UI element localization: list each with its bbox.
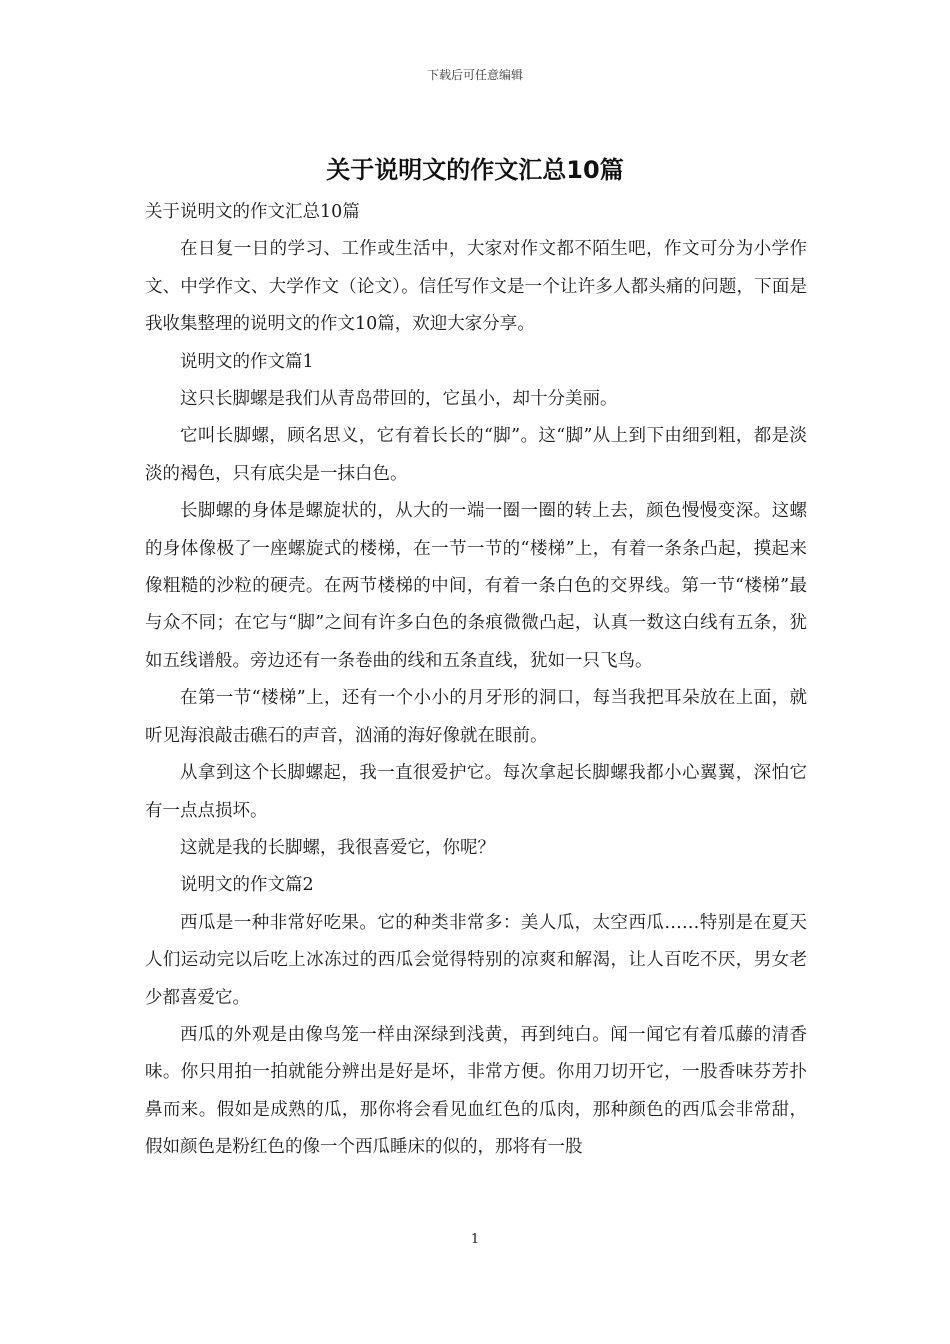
- header-note: 下载后可任意编辑: [426, 68, 523, 82]
- paragraph: 从拿到这个长脚螺起，我一直很爱护它。每次拿起长脚螺我都小心翼翼，深怕它有一点点损坏。: [145, 763, 807, 821]
- paragraph: 它叫长脚螺，顾名思义，它有着长长的“脚”。这“脚”从上到下由细到粗，都是淡淡的褐色，只有底尖是一抹白色。: [145, 426, 807, 484]
- paragraph: 这只长脚螺是我们从青岛带回的，它虽小，却十分美丽。: [180, 389, 618, 410]
- paragraph: 这就是我的长脚螺，我很喜爱它，你呢？: [180, 837, 495, 858]
- paragraph: 西瓜是一种非常好吃果。它的种类非常多：美人瓜，太空西瓜……特别是在夏天人们运动完以后吃上冰冻过的西瓜会觉得特别的凉爽和解渴，让人百吃不厌，男女老少都喜爱它。: [145, 912, 807, 1008]
- document-subtitle: 关于说明文的作文汇总10篇: [145, 202, 360, 222]
- document-body: [145, 194, 807, 1167]
- paragraph: 在第一节“楼梯”上，还有一个小小的月牙形的洞口，每当我把耳朵放在上面，就听见海浪敲击礁石的声音，汹涌的海好像就在眼前。: [145, 688, 807, 746]
- section-heading-1: 说明文的作文篇1: [180, 351, 314, 372]
- paragraph: 西瓜的外观是由像鸟笼一样由深绿到浅黄，再到纯白。闻一闻它有着瓜藤的清香味。你只用拍一拍就能分辨出是好是坏，非常方便。你用刀切开它，一股香味芬芳扑鼻而来。假如是成熟的瓜，那你将会看见血红色的瓜肉，那种颜色的西瓜会非常甜，假如颜色是粉红色的像一个西瓜睡床的似的，那将有一股: [145, 1024, 807, 1158]
- page-number: 1: [470, 1232, 480, 1247]
- section-heading-2: 说明文的作文篇2: [180, 875, 314, 896]
- document-title: 关于说明文的作文汇总10篇: [326, 156, 624, 184]
- paragraph: 长脚螺的身体是螺旋状的，从大的一端一圈一圈的转上去，颜色慢慢变深。这螺的身体像极了一座螺旋式的楼梯，在一节一节的“楼梯”上，有着一条条凸起，摸起来像粗糙的沙粒的硬壳。在两节楼梯的中间，有着一条白色的交界线。第一节“楼梯”最与众不同；在它与“脚”之间有许多白色的条痕微微凸起，认真一数这白线有五条，犹如五线谱般。旁边还有一条卷曲的线和五条直线，犹如一只飞鸟。: [145, 501, 807, 671]
- paragraph-intro: 在日复一日的学习、工作或生活中，大家对作文都不陌生吧，作文可分为小学作文、中学作文、大学作文（论文）。信任写作文是一个让许多人都头痛的问题，下面是我收集整理的说明文的作文10篇，欢迎大家分享。: [145, 239, 807, 335]
